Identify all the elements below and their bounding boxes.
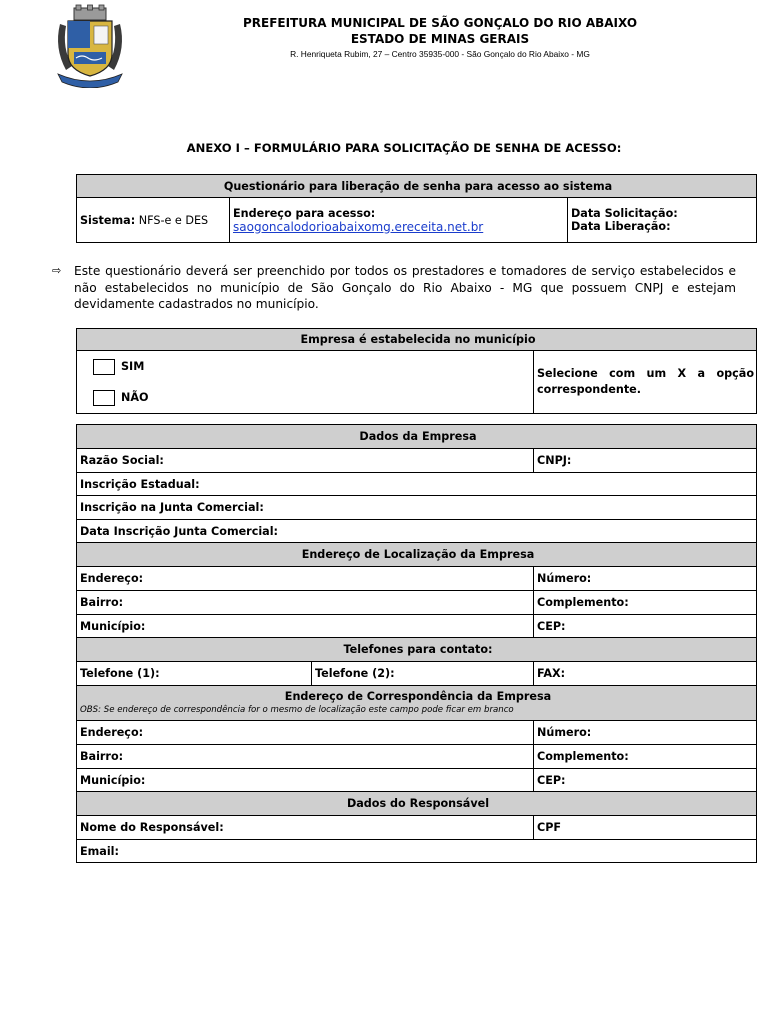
loc-municipio-field[interactable]: Município: [77, 615, 534, 638]
option-nao [93, 382, 533, 413]
header-address: R. Henriqueta Rubim, 27 – Centro 35935-000 - São Gonçalo do Rio Abaixo - MG [290, 49, 590, 59]
municipal-coat-of-arms [52, 4, 128, 88]
inscricao-estadual-field[interactable]: Inscrição Estadual: [77, 473, 757, 496]
instruction-text: Este questionário deverá ser preenchido por todos os prestadores e tomadores de serviço estabelecidos e não estabelecidos no município de São Gonçalo do Rio Abaixo - MG que possuem CNPJ e estejam devidamente cadastrados no município. [74, 264, 736, 311]
header-city-hall: PREFEITURA MUNICIPAL DE SÃO GONÇALO DO RIO ABAIXO [242, 16, 638, 30]
questionnaire-table [76, 174, 757, 243]
cpf-field[interactable]: CPF [534, 816, 757, 840]
loc-endereco-field[interactable]: Endereço: [77, 567, 534, 591]
inscricao-junta-field[interactable]: Inscrição na Junta Comercial: [77, 496, 757, 520]
nao-label: NÃO [121, 391, 149, 404]
loc-cep-field[interactable]: CEP: [534, 615, 757, 638]
correspondencia-header: Endereço de Correspondência da Empresa [284, 689, 552, 703]
corr-complemento-field[interactable]: Complemento: [534, 745, 757, 769]
corr-municipio-field[interactable]: Município: [77, 769, 534, 792]
header-state: ESTADO DE MINAS GERAIS [350, 32, 530, 46]
loc-bairro-field[interactable]: Bairro: [77, 591, 534, 615]
razao-social-field[interactable]: Razão Social: [77, 449, 534, 473]
options-cell [77, 351, 534, 414]
sim-checkbox[interactable] [93, 359, 115, 375]
correspondencia-header-cell [77, 686, 757, 721]
option-sim [93, 351, 533, 382]
loc-complemento-field[interactable]: Complemento: [534, 591, 757, 615]
sim-label: SIM [121, 360, 145, 373]
telefone1-field[interactable]: Telefone (1): [77, 662, 312, 686]
telefones-header: Telefones para contato: [77, 638, 757, 662]
sistema-label: Sistema: [80, 213, 136, 227]
arrow-right-icon: ⇨ [52, 264, 62, 277]
endereco-acesso-label: Endereço para acesso: [233, 206, 376, 220]
corr-endereco-field[interactable]: Endereço: [77, 721, 534, 745]
access-link[interactable]: saogoncalodorioabaixomg.ereceita.net.br [233, 219, 484, 234]
email-field[interactable]: Email: [77, 840, 757, 863]
fax-field[interactable]: FAX: [534, 662, 757, 686]
company-form-table [76, 424, 757, 863]
sistema-cell [77, 198, 230, 243]
data-solicitacao-label: Data Solicitação: [571, 207, 678, 220]
sistema-value: NFS-e e DES [138, 213, 209, 227]
telefone2-field[interactable]: Telefone (2): [312, 662, 534, 686]
instruction-note [52, 263, 736, 313]
correspondencia-obs: OBS: Se endereço de correspondência for o mesmo de localização este campo pode ficar em branco [80, 704, 514, 715]
questionnaire-header: Questionário para liberação de senha para acesso ao sistema [77, 175, 757, 198]
data-inscricao-junta-field[interactable]: Data Inscrição Junta Comercial: [77, 520, 757, 543]
empresa-municipio-table [76, 328, 757, 414]
cnpj-field[interactable]: CNPJ: [534, 449, 757, 473]
responsavel-header: Dados do Responsável [77, 792, 757, 816]
empresa-municipio-header: Empresa é estabelecida no município [77, 329, 757, 351]
datas-cell [568, 198, 757, 243]
dados-empresa-header: Dados da Empresa [77, 425, 757, 449]
localizacao-header: Endereço de Localização da Empresa [77, 543, 757, 567]
selection-instruction: Selecione com um X a opção correspondente. [534, 351, 757, 414]
corr-cep-field[interactable]: CEP: [534, 769, 757, 792]
data-liberacao-label: Data Liberação: [571, 220, 671, 233]
loc-numero-field[interactable]: Número: [534, 567, 757, 591]
corr-bairro-field[interactable]: Bairro: [77, 745, 534, 769]
corr-numero-field[interactable]: Número: [534, 721, 757, 745]
nome-responsavel-field[interactable]: Nome do Responsável: [77, 816, 534, 840]
endereco-acesso-cell [230, 198, 568, 243]
nao-checkbox[interactable] [93, 390, 115, 406]
annex-title: ANEXO I – FORMULÁRIO PARA SOLICITAÇÃO DE SENHA DE ACESSO: [186, 141, 622, 155]
